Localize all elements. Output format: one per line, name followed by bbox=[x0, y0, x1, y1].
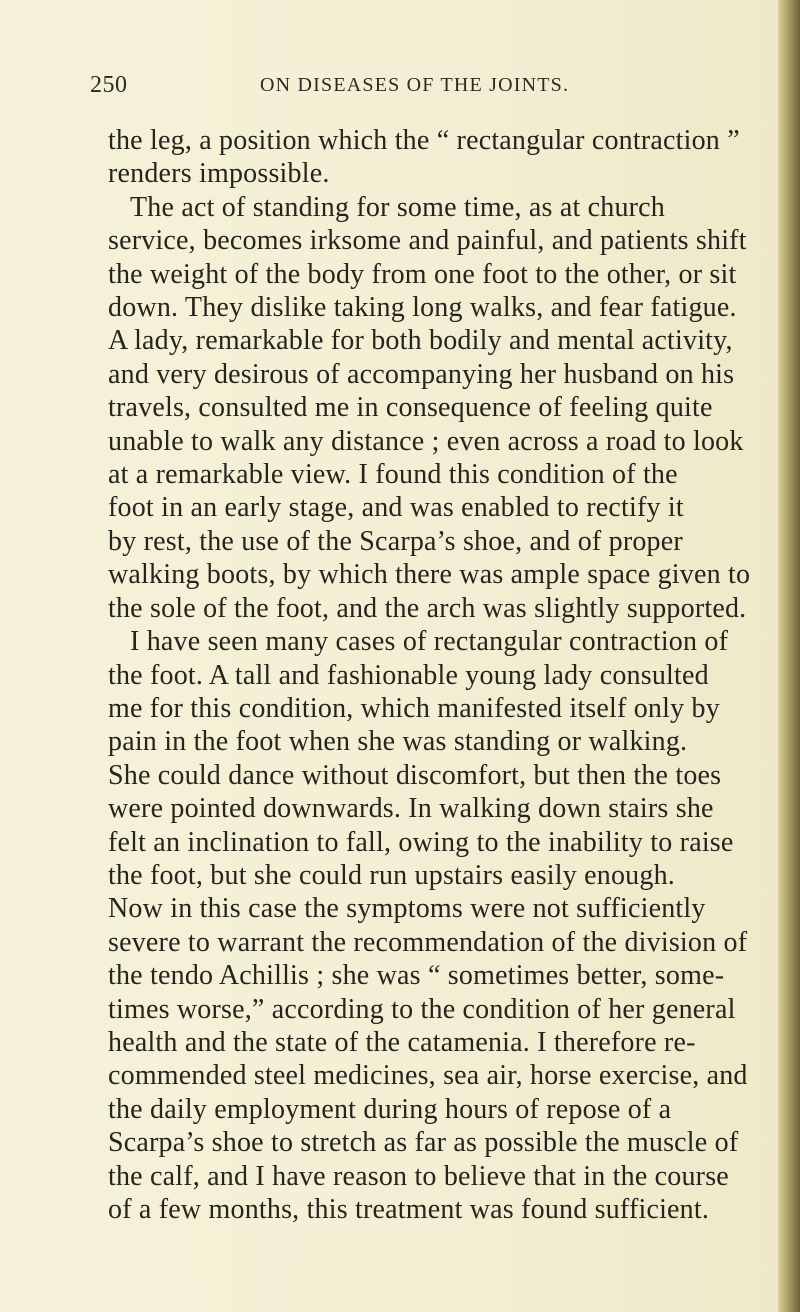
text-line: unable to walk any distance ; even across a road to look bbox=[108, 425, 744, 457]
text-line: me for this condition, which manifested itself only by bbox=[108, 692, 720, 724]
running-title: ON DISEASES OF THE JOINTS. bbox=[260, 74, 570, 96]
text-line: and very desirous of accompanying her husband on his bbox=[108, 358, 735, 390]
text-line: Now in this case the symptoms were not sufficiently bbox=[108, 893, 706, 925]
text-line: down. They dislike taking long walks, and fear fatigue. bbox=[108, 292, 737, 324]
text-line: the calf, and I have reason to believe that in the course bbox=[108, 1160, 729, 1192]
text-line: times worse,” according to the condition of her general bbox=[108, 993, 736, 1025]
text-line: the weight of the body from one foot to the other, or sit bbox=[108, 258, 737, 290]
text-line: pain in the foot when she was standing or walking. bbox=[108, 726, 688, 758]
text-line: service, becomes irksome and painful, and patients shift bbox=[108, 225, 747, 257]
text-line: walking boots, by which there was ample space given to bbox=[108, 559, 751, 591]
text-line: The act of standing for some time, as at church bbox=[130, 191, 666, 223]
body-text bbox=[108, 124, 756, 1226]
text-line: by rest, the use of the Scarpa’s shoe, and of proper bbox=[108, 525, 683, 557]
text-line: commended steel medicines, sea air, horse exercise, and bbox=[108, 1060, 748, 1092]
text-line: A lady, remarkable for both bodily and mental activity, bbox=[108, 325, 733, 357]
text-line: were pointed downwards. In walking down stairs she bbox=[108, 793, 714, 825]
text-line: the tendo Achillis ; she was “ sometimes better, some- bbox=[108, 960, 725, 992]
text-line: travels, consulted me in consequence of feeling quite bbox=[108, 392, 713, 424]
text-line: the leg, a position which the “ rectangular contraction ” bbox=[108, 125, 740, 156]
text-line: felt an inclination to fall, owing to the inability to raise bbox=[108, 826, 734, 858]
text-line: the daily employment during hours of repose of a bbox=[108, 1093, 672, 1125]
page-edge bbox=[778, 0, 800, 1312]
text-line: Scarpa’s shoe to stretch as far as possible the muscle of bbox=[108, 1127, 739, 1159]
text-line: of a few months, this treatment was found sufficient. bbox=[108, 1194, 710, 1225]
text-line: the foot, but she could run upstairs easily enough. bbox=[108, 859, 675, 891]
text-line: the sole of the foot, and the arch was slightly supported. bbox=[108, 592, 747, 624]
page-number: 250 bbox=[90, 72, 128, 98]
text-line: health and the state of the catamenia. I therefore re- bbox=[108, 1026, 696, 1058]
page-header bbox=[90, 72, 750, 108]
text-line: at a remarkable view. I found this condition of the bbox=[108, 459, 678, 491]
text-line: severe to warrant the recommendation of the division of bbox=[108, 926, 748, 958]
text-line: I have seen many cases of rectangular contraction of bbox=[130, 626, 729, 658]
text-line: the foot. A tall and fashionable young lady consulted bbox=[108, 659, 709, 691]
text-line: foot in an early stage, and was enabled to rectify it bbox=[108, 492, 684, 524]
text-line: renders impossible. bbox=[108, 158, 330, 190]
text-line: She could dance without discomfort, but then the toes bbox=[108, 759, 722, 791]
